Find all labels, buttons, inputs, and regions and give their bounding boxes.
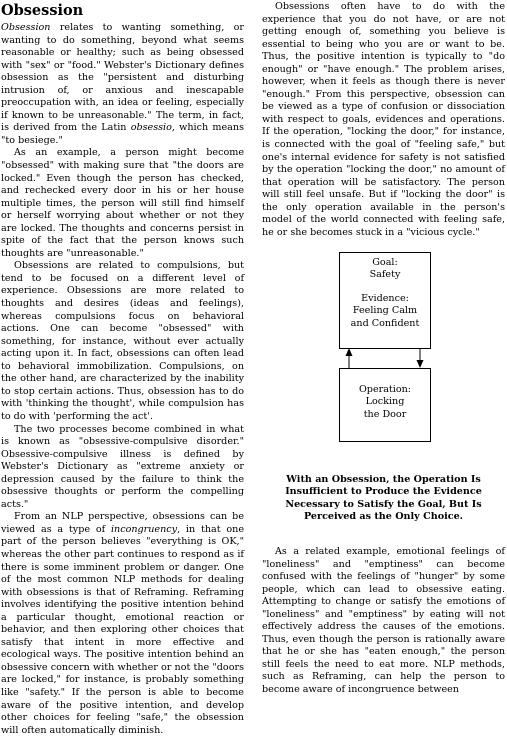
goal-evidence-box: [339, 252, 431, 349]
evidence-line: Feeling Calm: [352, 305, 418, 317]
left-column: [1, 0, 244, 737]
right-column: [262, 1, 505, 239]
paragraph: The two processes become combined in what is known as "obsessive-compulsive disorder." Obsessive-compulsive illness is defined by Webster's Dictionary as "extreme anxiety or depression caused by the failure to think the obsessive thoughts or perform the compelling acts.": [1, 423, 244, 510]
paragraph: Obsessions often have to do with the experience that you do not have, or are not getting enough of, something you believe is essential to being who you are or want to be. Thus, the positive intention is typically to "do enough" or "have enough." The problem arises, however, when it feels as though there is never "enough." From this perspective, obsession can be viewed as a type of confusion or dissociation with respect to goals, evidences and operations. If the operation, "locking the door," for instance, is connected with the goal of "feeling safe," but one's internal evidence for safety is not satisfied by the operation "locking the door," no amount of that operation will be satisfactory. The person will still feel unsafe. But if "locking the door" is the only operation available in the person's model of the world connected with feeling safe, he or she becomes stuck in a "vicious cycle.": [262, 1, 505, 238]
term-obsession: Obsession: [1, 22, 51, 33]
goal-value: Safety: [369, 269, 401, 281]
operation-line: Locking: [365, 396, 405, 408]
operation-label: Operation:: [358, 384, 412, 395]
operation-line: the Door: [363, 408, 407, 420]
latin-term: obsessio: [130, 122, 172, 134]
goal-label: Goal:: [372, 257, 398, 268]
diagram-caption: With an Obsession, the Operation Is Insufficient to Produce the Evidence Necessary to Satisfy the Goal, But Is Perceived as the Only Choice.: [285, 474, 482, 523]
term-incongruency: incongruency: [110, 523, 178, 535]
goal-operation-diagram: [339, 252, 431, 443]
paragraph: From an NLP perspective, obsessions can be viewed as a type of incongruency, in that one part of the person believes "everything is OK," whereas the other part continues to respond as if there is some imminent problem or danger. One of the most common NLP methods for dealing with obsessions is that of Reframing. Reframing involves identifying the positive intention behind a particular thought, emotional reaction or behavior, and then exploring other choices that satisfy that intent in more effective and ecological ways. The positive intention behind an obsessive concern with whether or not the "doors are locked," for instance, is probably something like "safety." If the person is able to become aware of the positive intention, and develop other choices for feeling "safe," the obsession will often automatically diminish.: [1, 511, 245, 736]
evidence-label: Evidence:: [361, 292, 409, 304]
paragraph: Obsession relates to wanting something, or wanting to do something, beyond what seems reasonable or healthy; such as being obsessed with "sex" or "food." Webster's Dictionary defines obsession as the "persistent and disturbing intrusion of, or anxious and inescapable preoccupation with, an idea or feeling, especially if known to be unreasonable." The term, in fact, is derived from the Latin obsessio, which means "to besiege.": [1, 22, 244, 146]
paragraph: As an example, a person might become "obsessed" with making sure that "the doors are locked." Even though the person has checked, and rechecked every door in his or her house multiple times, the person will still find himself or herself worrying about whether or not they are locked. The thoughts and concerns persist in spite of the fact that the person knows such thoughts are "unreasonable.": [1, 147, 244, 259]
operation-box: [339, 368, 431, 442]
evidence-line: and Confident: [350, 317, 420, 329]
right-column-lower: [262, 546, 505, 697]
up-arrowhead: [346, 348, 353, 356]
down-arrowhead: [417, 360, 424, 368]
paragraph: Obsessions are related to compulsions, but tend to be focused on a different level of experience. Obsessions are more related to thoughts and desires (ideas and feelings), whereas compulsions focus on behavioral actions. One can become "obsessed" with something, for instance, without ever actually acting upon it. In fact, obsessions can often lead to behavioral immobilization. Compulsions, on the other hand, are characterized by the inability to stop certain actions. Thus, obsession has to do with 'thinking the thought', while compulsion has to do with 'performing the act'.: [1, 260, 244, 422]
page-title: Obsession: [1, 2, 84, 19]
paragraph: As a related example, emotional feelings of "loneliness" and "emptiness" can become confused with the feelings of "hunger" by some people, which can lead to obsessive eating. Attempting to change or satisfy the emotions of "loneliness" and "emptiness" by eating will not effectively address the causes of the emotions. Thus, even though the person is rationally aware that he or she has "eaten enough," the person still feels the need to eat more. NLP methods, such as Reframing, can help the person to become aware of incongruence between: [262, 546, 505, 696]
